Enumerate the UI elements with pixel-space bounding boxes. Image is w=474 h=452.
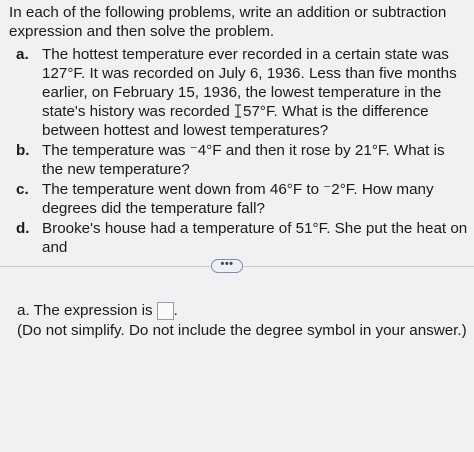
problem-d-letter: d. xyxy=(16,220,30,237)
expression-answer-input[interactable] xyxy=(157,302,174,320)
problem-a-text xyxy=(42,45,468,140)
problem-c-letter: c. xyxy=(16,181,29,198)
text-cursor-icon xyxy=(234,104,242,118)
answer-suffix: . xyxy=(173,302,178,319)
problem-c-text: The temperature went down from 46°F to ⁻2°F. How many degrees did the temperature fall? xyxy=(42,181,434,217)
problem-b xyxy=(12,141,468,179)
problem-b-text: The temperature was ⁻4°F and then it rose by 21°F. What is the new temperature? xyxy=(42,142,445,178)
problem-d-text: Brooke's house had a temperature of 51°F. She put the heat on and xyxy=(42,220,468,256)
problem-c xyxy=(12,180,468,218)
problem-a-letter: a. xyxy=(16,46,29,63)
problem-a-text-end: 57°F. What is the difference between hottest and lowest temperatures? xyxy=(42,103,429,139)
problem-b-letter: b. xyxy=(16,142,30,159)
answer-section xyxy=(17,301,467,340)
problem-d xyxy=(12,219,468,257)
problem-list xyxy=(12,45,468,258)
problem-a-text-start: The hottest temperature ever recorded in a certain state was 127°F. It was recorded on July 6, 1936. Less than five months earlier, on February 15, 1936, the lowest temperature in the state's history was recorded xyxy=(42,46,457,120)
answer-line xyxy=(17,301,467,320)
problem-a xyxy=(12,45,468,140)
answer-instruction: (Do not simplify. Do not include the degree symbol in your answer.) xyxy=(17,322,467,339)
expand-more-button[interactable]: ••• xyxy=(211,259,243,273)
answer-prefix: a. The expression is xyxy=(17,302,153,319)
problem-intro: In each of the following problems, write an addition or subtraction expression and then solve the problem. xyxy=(9,4,447,40)
